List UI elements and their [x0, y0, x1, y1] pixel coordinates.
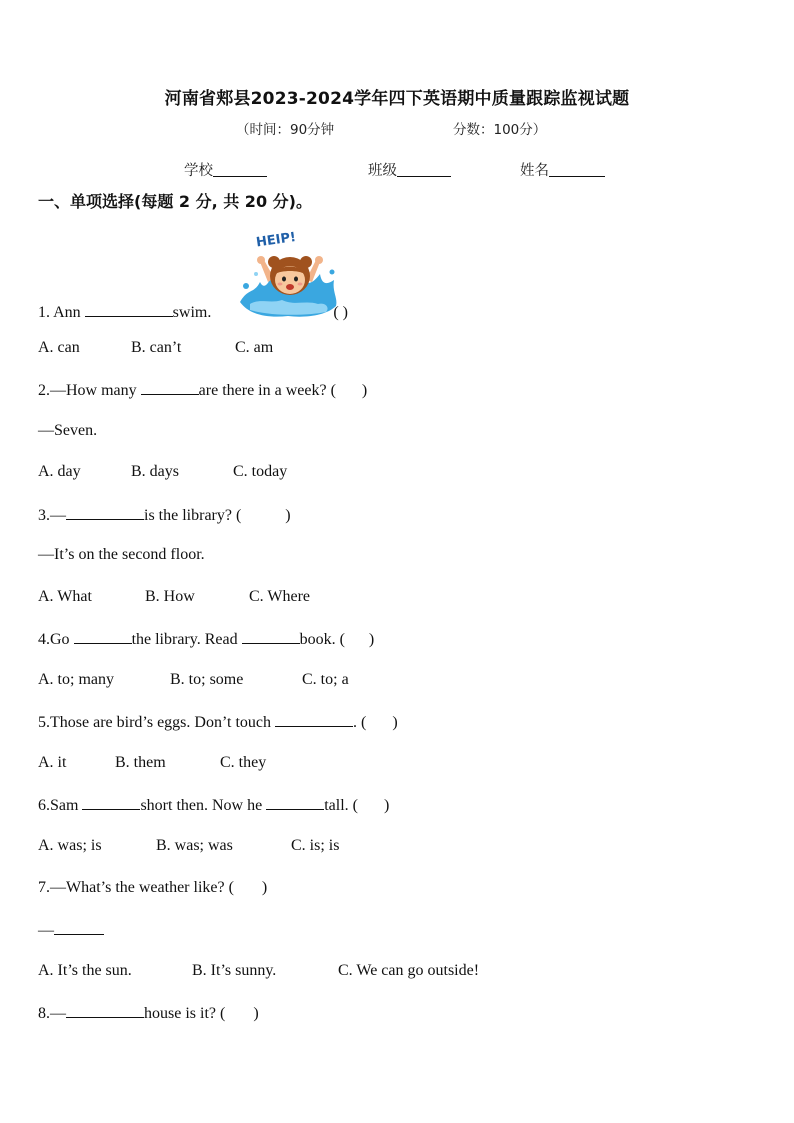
question-3: 3.— is the library? ( ) [38, 507, 291, 524]
answer-blank[interactable] [275, 712, 353, 727]
answer-blank[interactable] [85, 302, 173, 317]
answer-blank[interactable] [266, 795, 324, 810]
question-7: 7.—What’s the weather like? ( ) [38, 879, 268, 896]
option-c[interactable]: C. is; is [291, 837, 340, 854]
option-c[interactable]: C. today [233, 463, 288, 480]
school-blank[interactable] [213, 175, 267, 177]
option-c[interactable]: C. they [220, 754, 267, 771]
school-field[interactable] [184, 159, 267, 180]
section-title: 一、单项选择(每题 2 分, 共 20 分)。 [38, 192, 312, 211]
option-b[interactable]: B. days [131, 463, 179, 480]
answer-paren[interactable]: ( ) [333, 304, 348, 321]
options-3 [38, 588, 310, 606]
answer-line-2: —Seven. [38, 422, 98, 439]
option-c[interactable]: C. to; a [302, 671, 349, 688]
option-c[interactable]: C. We can go outside! [338, 962, 480, 979]
class-blank[interactable] [397, 175, 451, 177]
option-b[interactable]: B. can’t [131, 339, 182, 356]
options-1 [38, 339, 273, 357]
answer-line-7: — [38, 920, 104, 940]
name-field[interactable] [520, 159, 605, 180]
option-a[interactable]: A. it [38, 754, 67, 771]
option-a[interactable]: A. What [38, 588, 92, 605]
option-a[interactable]: A. was; is [38, 837, 102, 854]
option-b[interactable]: B. It’s sunny. [192, 962, 277, 979]
question-2: 2.—How many are there in a week? ( ) [38, 382, 368, 399]
school-label: 学校 [184, 163, 213, 179]
question-8: 8.— house is it? ( ) [38, 1005, 259, 1022]
options-7 [38, 962, 479, 980]
options-6 [38, 837, 339, 855]
question-4: 4.Go the library. Read book. ( ) [38, 631, 375, 648]
option-b[interactable]: B. How [145, 588, 195, 605]
option-a[interactable]: A. It’s the sun. [38, 962, 132, 979]
option-a[interactable]: A. day [38, 463, 81, 480]
option-c[interactable]: C. Where [249, 588, 311, 605]
answer-blank[interactable] [66, 505, 144, 520]
name-blank[interactable] [549, 175, 605, 177]
question-5: 5.Those are bird’s eggs. Don’t touch . ( ) [38, 714, 398, 731]
options-5 [38, 754, 266, 772]
page-title: 河南省郏县2023-2024学年四下英语期中质量跟踪监视试题 [164, 89, 630, 109]
options-4 [38, 671, 349, 689]
answer-line-3: —It’s on the second floor. [38, 546, 205, 563]
option-b[interactable]: B. was; was [156, 837, 233, 854]
answer-blank[interactable] [141, 380, 199, 395]
option-c[interactable]: C. am [235, 339, 274, 356]
option-b[interactable]: B. to; some [170, 671, 244, 688]
answer-blank[interactable] [242, 629, 300, 644]
answer-blank[interactable] [82, 795, 140, 810]
answer-blank[interactable] [66, 1003, 144, 1018]
class-field[interactable] [368, 159, 451, 180]
help-text: HEIP! [255, 229, 297, 251]
options-2 [38, 463, 287, 481]
question-1: 1. Ann swim. ( ) [38, 304, 348, 321]
exam-time: （时间：90分钟 [236, 122, 335, 138]
question-6: 6.Sam short then. Now he tall. ( ) [38, 797, 390, 814]
answer-blank[interactable] [74, 629, 132, 644]
name-label: 姓名 [520, 163, 549, 179]
answer-blank[interactable] [54, 920, 104, 935]
class-label: 班级 [368, 163, 397, 179]
option-a[interactable]: A. can [38, 339, 80, 356]
option-b[interactable]: B. them [115, 754, 166, 771]
option-a[interactable]: A. to; many [38, 671, 114, 688]
exam-score: 分数：100分） [453, 122, 547, 138]
